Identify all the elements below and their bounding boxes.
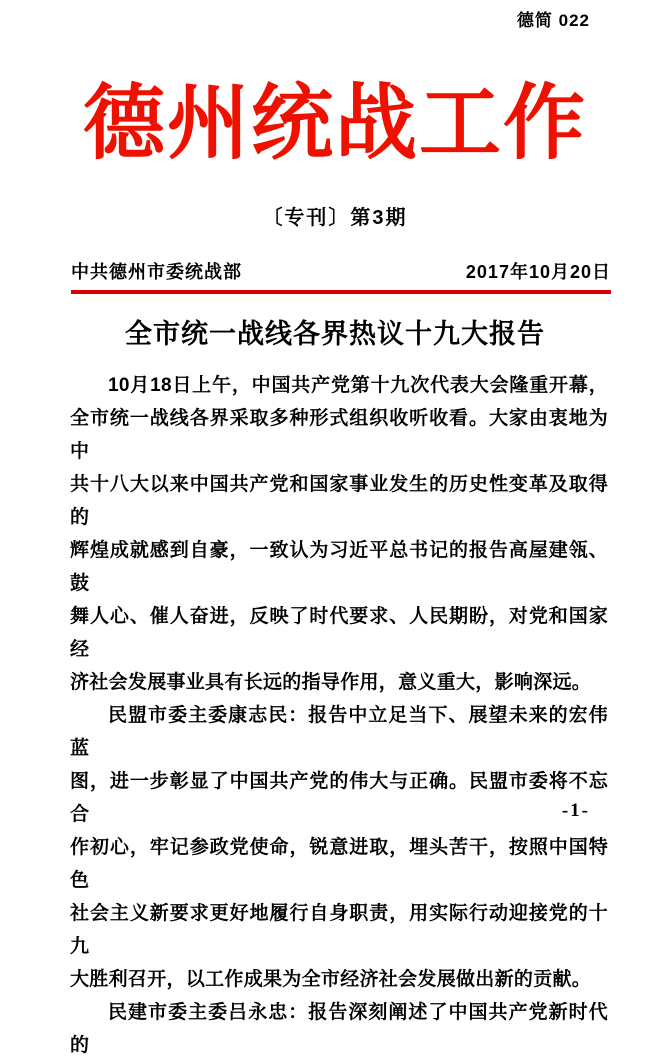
body-line: 全市统一战线各界采取多种形式组织收听收看。大家由衷地为中 bbox=[70, 408, 608, 462]
body-line: 民盟市委主委康志民：报告中立足当下、展望未来的宏伟蓝 bbox=[70, 705, 608, 759]
body-line: 民建市委主委吕永忠：报告深刻阐述了中国共产党新时代的 bbox=[70, 1002, 608, 1056]
publication-date: 2017年10月20日 bbox=[465, 262, 611, 282]
document-code: 德简 022 bbox=[516, 11, 590, 30]
body-line: 图，进一步彰显了中国共产党的伟大与正确。民盟市委将不忘合 bbox=[70, 771, 608, 825]
body-line: 济社会发展事业具有长远的指导作用，意义重大，影响深远。 bbox=[70, 672, 592, 693]
body-line: 共十八大以来中国共产党和国家事业发生的历史性变革及取得的 bbox=[70, 474, 608, 528]
body-line: 社会主义新要求更好地履行自身职责，用实际行动迎接党的十九 bbox=[70, 903, 608, 957]
article-title: 全市统一战线各界热议十九大报告 bbox=[125, 319, 545, 349]
paragraph bbox=[70, 369, 608, 699]
body-line: 作初心，牢记参政党使命，锐意进取，埋头苦干，按照中国特色 bbox=[70, 837, 608, 891]
body-line: 10月18日上午，中国共产党第十九次代表大会隆重开幕， bbox=[108, 375, 608, 396]
body-line: 舞人心、催人奋进，反映了时代要求、人民期盼，对党和国家经 bbox=[70, 606, 608, 660]
page-number: -1- bbox=[561, 800, 590, 821]
issue-label: 〔专刊〕第3期 bbox=[262, 207, 408, 229]
paragraph bbox=[70, 699, 608, 996]
header-row bbox=[71, 258, 611, 294]
publisher-name: 中共德州市委统战部 bbox=[71, 262, 242, 282]
paragraph bbox=[70, 996, 608, 1062]
masthead-title: 德州统战工作 bbox=[82, 78, 587, 169]
article-body bbox=[70, 369, 608, 1062]
body-line: 辉煌成就感到自豪，一致认为习近平总书记的报告高屋建瓴、鼓 bbox=[70, 540, 608, 594]
body-line: 大胜利召开，以工作成果为全市经济社会发展做出新的贡献。 bbox=[70, 969, 592, 990]
